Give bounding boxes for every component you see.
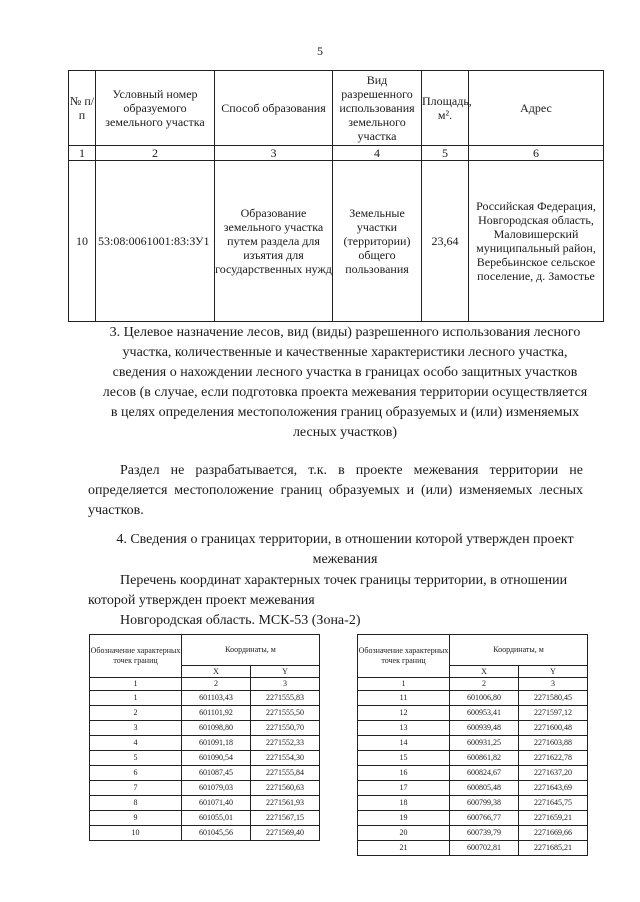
x-coordinate: 601091,18: [182, 736, 251, 751]
permitted-use: Земельные участки (территории) общего пользования: [333, 161, 422, 322]
column-number: 2: [96, 146, 215, 161]
y-coordinate: 2271567,15: [251, 811, 320, 826]
y-coordinate: 2271645,75: [519, 796, 588, 811]
table-row: [358, 781, 588, 796]
table-row: [358, 721, 588, 736]
column-index: 2: [450, 678, 519, 691]
point-number: 12: [358, 706, 450, 721]
x-coordinate: 601087,45: [182, 766, 251, 781]
column-number: 1: [69, 146, 96, 161]
y-coordinate: 2271643,69: [519, 781, 588, 796]
y-header: Y: [251, 666, 320, 678]
area-value: 23,64: [422, 161, 469, 322]
formation-method: Образование земельного участка путем раздела для изъятия для государственных нужд: [215, 161, 333, 322]
x-coordinate: 601103,43: [182, 691, 251, 706]
table-row: [90, 706, 320, 721]
table-row: [90, 781, 320, 796]
section-3-text: Раздел не разрабатывается, т.к. в проекте межевания территории не определяется местоположение границ образуемых и (или) изменяемых лесных участков.: [88, 463, 583, 518]
coordinates-table-left: [89, 634, 320, 841]
point-number: 13: [358, 721, 450, 736]
table-row: [358, 811, 588, 826]
main-table-header-row: [69, 71, 604, 146]
y-coordinate: 2271555,83: [251, 691, 320, 706]
header-use: Вид разрешенного использования земельного участка: [333, 71, 422, 146]
point-number: 20: [358, 826, 450, 841]
x-coordinate: 600939,48: [450, 721, 519, 736]
table-row: [358, 706, 588, 721]
table-row: [69, 161, 604, 322]
x-coordinate: 601055,01: [182, 811, 251, 826]
y-coordinate: 2271637,20: [519, 766, 588, 781]
table-row: [358, 796, 588, 811]
column-number-row: [69, 146, 604, 161]
point-number: 5: [90, 751, 182, 766]
x-coordinate: 600861,82: [450, 751, 519, 766]
table-row: [90, 691, 320, 706]
point-header: Обозначение характерных точек границ: [358, 635, 450, 678]
table-row: [358, 766, 588, 781]
y-coordinate: 2271569,40: [251, 826, 320, 841]
x-coordinate: 601006,80: [450, 691, 519, 706]
x-coordinate: 600953,41: [450, 706, 519, 721]
table-row: [90, 796, 320, 811]
point-number: 7: [90, 781, 182, 796]
row-number: 10: [69, 161, 96, 322]
section-3-heading: 3. Целевое назначение лесов, вид (виды) разрешенного использования лесного участка, количественные и качественные характеристики лесного участка, сведения о нахождении лесного участка в границах особо защитных участков лесов (в случае, если подготовка проекта межевания территории осуществляется в целях определения местоположения границ образуемых и (или) изменяемых лесных участков): [102, 325, 588, 440]
x-coordinate: 601101,92: [182, 706, 251, 721]
column-number: 4: [333, 146, 422, 161]
header-address: Адрес: [469, 71, 604, 146]
x-coordinate: 600931,25: [450, 736, 519, 751]
coords-header: Координаты, м: [450, 635, 588, 666]
y-coordinate: 2271600,48: [519, 721, 588, 736]
column-index: 1: [358, 678, 450, 691]
table-row: [358, 736, 588, 751]
table-row: [90, 811, 320, 826]
x-coordinate: 601071,40: [182, 796, 251, 811]
point-number: 11: [358, 691, 450, 706]
y-coordinate: 2271552,33: [251, 736, 320, 751]
coordinates-table-right: [357, 634, 588, 856]
x-header: X: [182, 666, 251, 678]
x-coordinate: 601079,03: [182, 781, 251, 796]
header-area: Площадь, м².: [422, 71, 469, 146]
y-header: Y: [519, 666, 588, 678]
point-number: 21: [358, 841, 450, 856]
point-header: Обозначение характерных точек границ: [90, 635, 182, 678]
column-number: 3: [215, 146, 333, 161]
x-coordinate: 600799,38: [450, 796, 519, 811]
y-coordinate: 2271659,21: [519, 811, 588, 826]
x-coordinate: 600824,67: [450, 766, 519, 781]
land-plot-table: [68, 70, 604, 322]
point-number: 3: [90, 721, 182, 736]
column-index: 2: [182, 678, 251, 691]
y-coordinate: 2271603,88: [519, 736, 588, 751]
point-number: 17: [358, 781, 450, 796]
table-row: [90, 721, 320, 736]
table-row: [358, 691, 588, 706]
table-row: [90, 736, 320, 751]
point-number: 1: [90, 691, 182, 706]
x-coordinate: 600766,77: [450, 811, 519, 826]
column-number: 5: [422, 146, 469, 161]
point-number: 8: [90, 796, 182, 811]
column-index: 1: [90, 678, 182, 691]
point-number: 10: [90, 826, 182, 841]
y-coordinate: 2271622,78: [519, 751, 588, 766]
address: Российская Федерация, Новгородская область, Маловишерский муниципальный район, Веребьинское сельское поселение, д. Замостье: [469, 161, 604, 322]
y-coordinate: 2271554,30: [251, 751, 320, 766]
point-number: 18: [358, 796, 450, 811]
point-number: 2: [90, 706, 182, 721]
section-4-heading: 4. Сведения о границах территории, в отношении которой утвержден проект межевания: [116, 532, 574, 567]
y-coordinate: 2271555,84: [251, 766, 320, 781]
table-row: [358, 826, 588, 841]
point-number: 19: [358, 811, 450, 826]
y-coordinate: 2271685,21: [519, 841, 588, 856]
x-coordinate: 601098,80: [182, 721, 251, 736]
x-coordinate: 600739,79: [450, 826, 519, 841]
column-index: 3: [251, 678, 320, 691]
table-row: [358, 751, 588, 766]
page-number: 5: [317, 44, 323, 58]
x-coordinate: 600702,81: [450, 841, 519, 856]
column-index: 3: [519, 678, 588, 691]
point-number: 15: [358, 751, 450, 766]
point-number: 14: [358, 736, 450, 751]
y-coordinate: 2271560,63: [251, 781, 320, 796]
x-header: X: [450, 666, 519, 678]
point-number: 16: [358, 766, 450, 781]
coordinate-system: Новгородская область. МСК-53 (Зона-2): [120, 613, 361, 628]
y-coordinate: 2271561,93: [251, 796, 320, 811]
x-coordinate: 600805,48: [450, 781, 519, 796]
cadastral-number: 53:08:0061001:83:ЗУ1: [96, 161, 215, 322]
coords-header: Координаты, м: [182, 635, 320, 666]
y-coordinate: 2271550,70: [251, 721, 320, 736]
table-row: [358, 841, 588, 856]
y-coordinate: 2271580,45: [519, 691, 588, 706]
table-row: [90, 766, 320, 781]
point-number: 6: [90, 766, 182, 781]
table-row: [90, 826, 320, 841]
header-number: № п/п: [69, 71, 96, 146]
y-coordinate: 2271597,12: [519, 706, 588, 721]
header-cadastral: Условный номер образуемого земельного участка: [96, 71, 215, 146]
y-coordinate: 2271555,50: [251, 706, 320, 721]
header-method: Способ образования: [215, 71, 333, 146]
column-number: 6: [469, 146, 604, 161]
x-coordinate: 601090,54: [182, 751, 251, 766]
x-coordinate: 601045,56: [182, 826, 251, 841]
table-row: [90, 751, 320, 766]
point-number: 4: [90, 736, 182, 751]
y-coordinate: 2271669,66: [519, 826, 588, 841]
section-4-text: Перечень координат характерных точек границы территории, в отношении которой утвержден проект межевания: [88, 573, 568, 608]
point-number: 9: [90, 811, 182, 826]
